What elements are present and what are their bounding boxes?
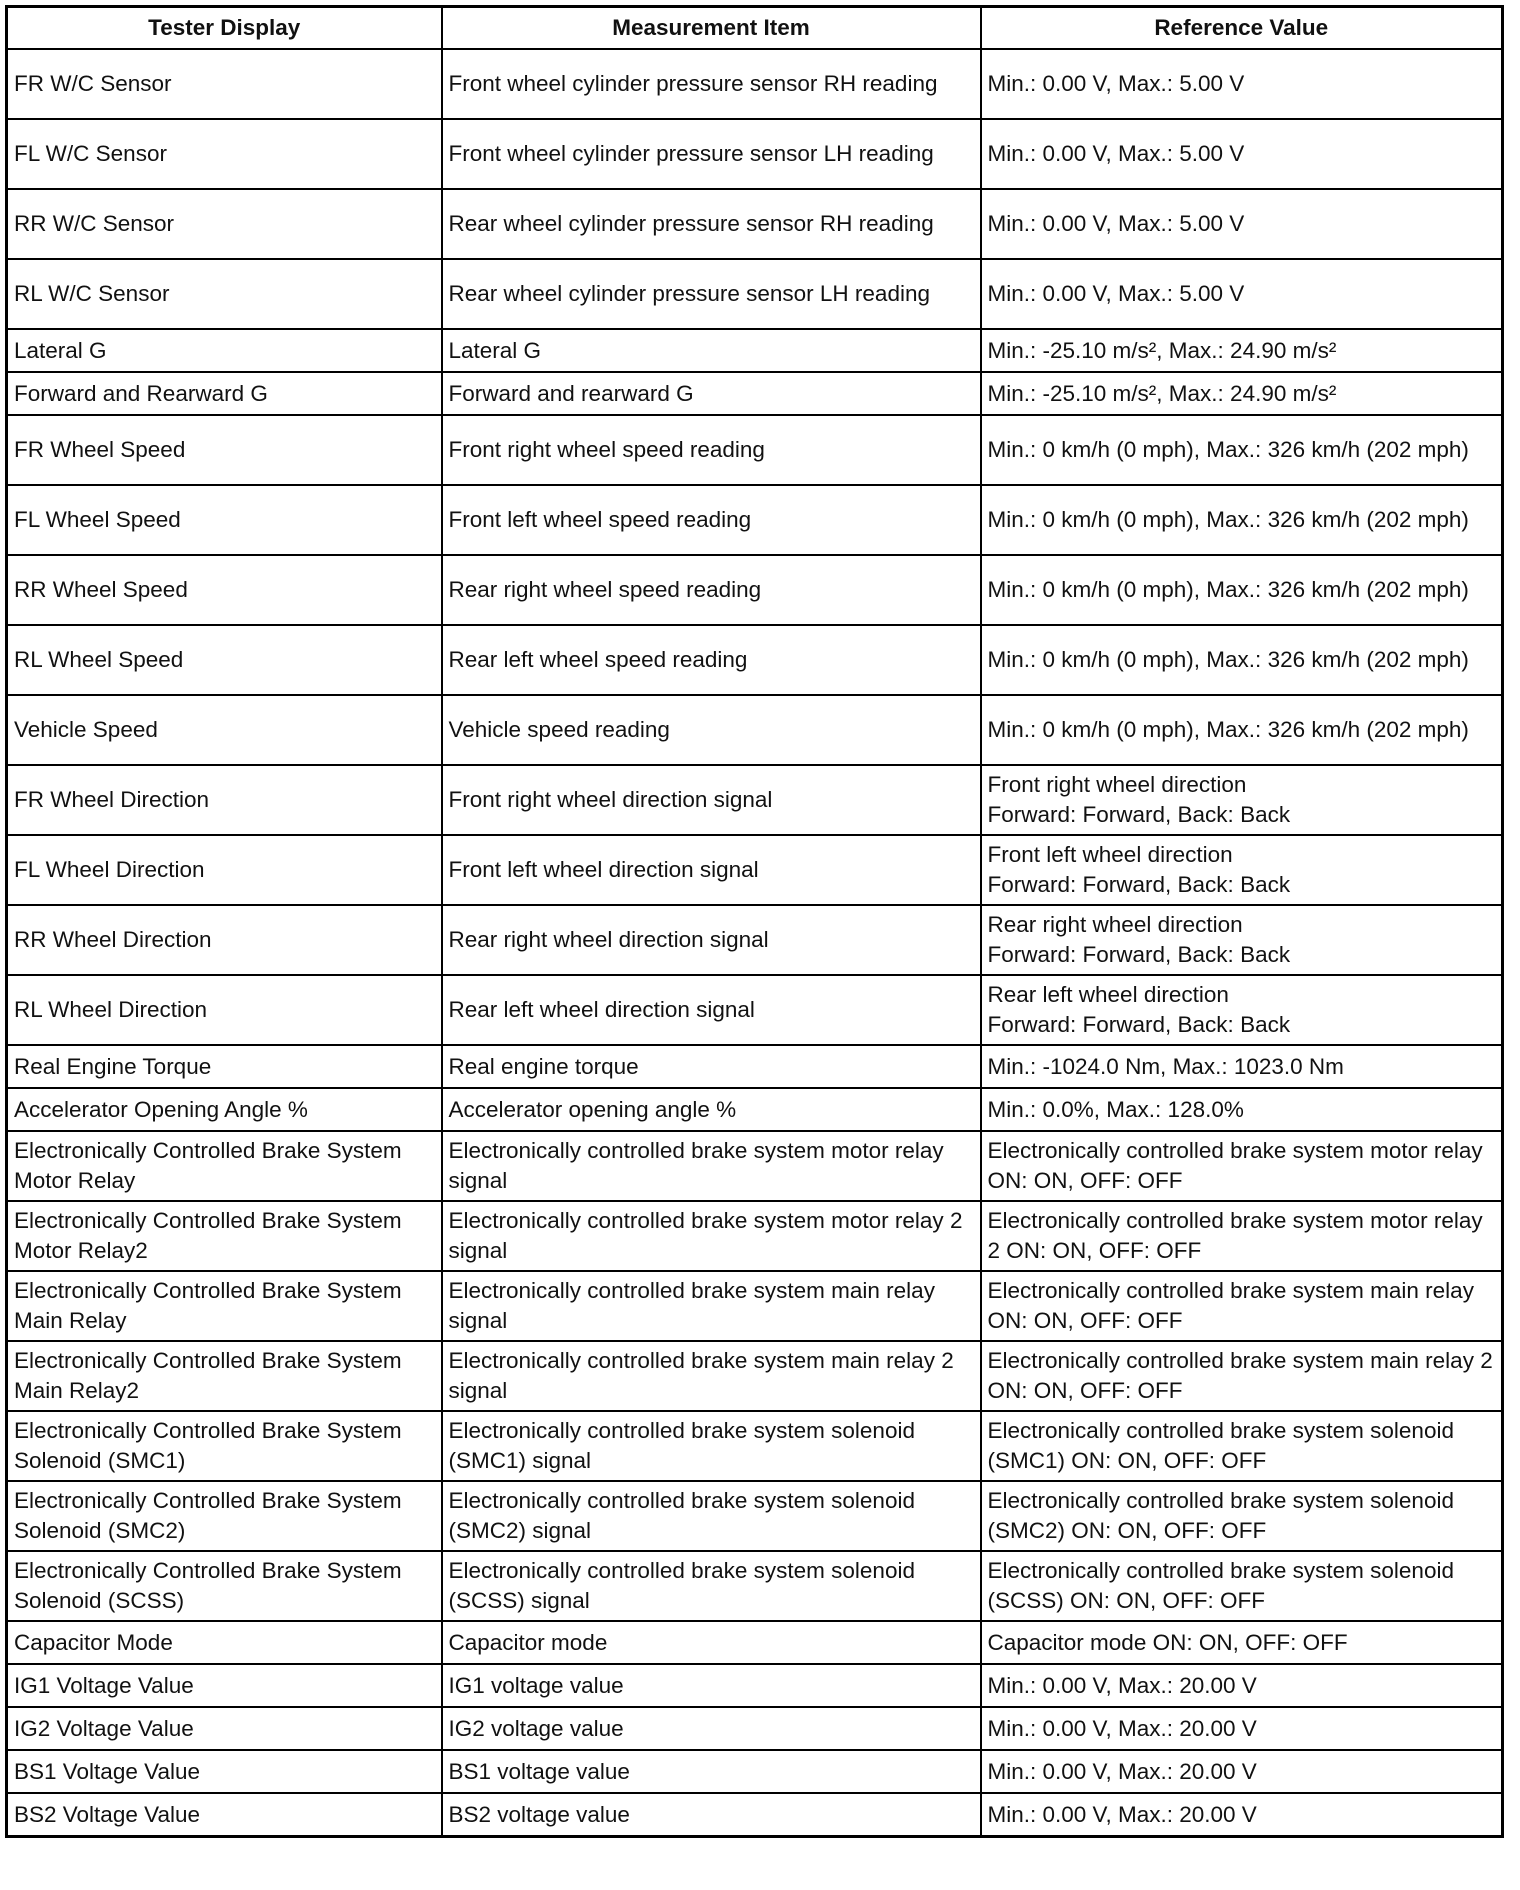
table-row xyxy=(7,1131,1503,1201)
table-row xyxy=(7,1045,1503,1088)
table-row xyxy=(7,119,1503,189)
reference-value-cell: Min.: 0.00 V, Max.: 5.00 V xyxy=(981,189,1503,259)
measurement-item-cell: Front left wheel speed reading xyxy=(442,485,981,555)
measurement-item-cell: Rear wheel cylinder pressure sensor RH reading xyxy=(442,189,981,259)
table-row xyxy=(7,1088,1503,1131)
reference-value-cell: Front right wheel direction Forward: Forward, Back: Back xyxy=(981,765,1503,835)
measurement-item-cell: Rear right wheel speed reading xyxy=(442,555,981,625)
tester-display-cell: FL Wheel Speed xyxy=(7,485,442,555)
table-row xyxy=(7,1664,1503,1707)
measurement-item-cell: Front right wheel speed reading xyxy=(442,415,981,485)
reference-value-cell: Min.: 0.00 V, Max.: 5.00 V xyxy=(981,49,1503,119)
table-row xyxy=(7,415,1503,485)
reference-value-cell: Electronically controlled brake system main relay 2 ON: ON, OFF: OFF xyxy=(981,1341,1503,1411)
reference-value-cell: Min.: 0.0%, Max.: 128.0% xyxy=(981,1088,1503,1131)
tester-display-cell: FR Wheel Direction xyxy=(7,765,442,835)
tester-display-cell: Real Engine Torque xyxy=(7,1045,442,1088)
reference-value-cell: Electronically controlled brake system solenoid (SCSS) ON: ON, OFF: OFF xyxy=(981,1551,1503,1621)
reference-value-cell: Min.: -25.10 m/s², Max.: 24.90 m/s² xyxy=(981,372,1503,415)
tester-display-cell: Vehicle Speed xyxy=(7,695,442,765)
table-row xyxy=(7,625,1503,695)
measurement-item-cell: Rear left wheel direction signal xyxy=(442,975,981,1045)
table-row xyxy=(7,189,1503,259)
measurement-item-cell: Electronically controlled brake system solenoid (SMC2) signal xyxy=(442,1481,981,1551)
tester-display-cell: RL W/C Sensor xyxy=(7,259,442,329)
measurement-item-cell: IG2 voltage value xyxy=(442,1707,981,1750)
table-row xyxy=(7,1201,1503,1271)
reference-value-cell: Electronically controlled brake system main relay ON: ON, OFF: OFF xyxy=(981,1271,1503,1341)
tester-display-cell: Electronically Controlled Brake System Solenoid (SMC2) xyxy=(7,1481,442,1551)
reference-value-cell: Capacitor mode ON: ON, OFF: OFF xyxy=(981,1621,1503,1664)
reference-value-cell: Min.: 0.00 V, Max.: 5.00 V xyxy=(981,119,1503,189)
reference-value-cell: Min.: 0 km/h (0 mph), Max.: 326 km/h (202 mph) xyxy=(981,485,1503,555)
tester-display-cell: Electronically Controlled Brake System Solenoid (SCSS) xyxy=(7,1551,442,1621)
table-row xyxy=(7,1793,1503,1837)
table-row xyxy=(7,1481,1503,1551)
tester-display-cell: Electronically Controlled Brake System Motor Relay xyxy=(7,1131,442,1201)
table-row xyxy=(7,1551,1503,1621)
reference-value-cell: Min.: 0.00 V, Max.: 20.00 V xyxy=(981,1664,1503,1707)
reference-value-cell: Electronically controlled brake system motor relay ON: ON, OFF: OFF xyxy=(981,1131,1503,1201)
measurement-item-cell: Electronically controlled brake system motor relay signal xyxy=(442,1131,981,1201)
table-row xyxy=(7,372,1503,415)
tester-display-cell: IG1 Voltage Value xyxy=(7,1664,442,1707)
reference-value-cell: Min.: 0 km/h (0 mph), Max.: 326 km/h (202 mph) xyxy=(981,555,1503,625)
tester-display-cell: Electronically Controlled Brake System Main Relay2 xyxy=(7,1341,442,1411)
measurement-item-cell: Forward and rearward G xyxy=(442,372,981,415)
tester-display-cell: FL Wheel Direction xyxy=(7,835,442,905)
header-tester-display: Tester Display xyxy=(7,7,442,50)
reference-value-cell: Electronically controlled brake system solenoid (SMC2) ON: ON, OFF: OFF xyxy=(981,1481,1503,1551)
table-row xyxy=(7,835,1503,905)
table-row xyxy=(7,1750,1503,1793)
tester-display-cell: Electronically Controlled Brake System Main Relay xyxy=(7,1271,442,1341)
tester-display-cell: Electronically Controlled Brake System Motor Relay2 xyxy=(7,1201,442,1271)
reference-value-cell: Electronically controlled brake system motor relay 2 ON: ON, OFF: OFF xyxy=(981,1201,1503,1271)
measurement-item-cell: Electronically controlled brake system main relay 2 signal xyxy=(442,1341,981,1411)
header-reference-value: Reference Value xyxy=(981,7,1503,50)
tester-display-cell: Forward and Rearward G xyxy=(7,372,442,415)
reference-value-cell: Min.: 0.00 V, Max.: 20.00 V xyxy=(981,1707,1503,1750)
table-row xyxy=(7,1411,1503,1481)
table-row xyxy=(7,329,1503,372)
table-row xyxy=(7,1707,1503,1750)
tester-display-cell: BS1 Voltage Value xyxy=(7,1750,442,1793)
measurement-item-cell: Lateral G xyxy=(442,329,981,372)
table-row xyxy=(7,1271,1503,1341)
tester-display-cell: RR Wheel Direction xyxy=(7,905,442,975)
measurement-item-cell: BS2 voltage value xyxy=(442,1793,981,1837)
measurement-item-cell: Rear wheel cylinder pressure sensor LH reading xyxy=(442,259,981,329)
reference-value-cell: Rear right wheel direction Forward: Forward, Back: Back xyxy=(981,905,1503,975)
measurement-item-cell: Accelerator opening angle % xyxy=(442,1088,981,1131)
measurement-item-cell: Front wheel cylinder pressure sensor LH reading xyxy=(442,119,981,189)
measurement-item-cell: Front left wheel direction signal xyxy=(442,835,981,905)
tester-display-cell: RR W/C Sensor xyxy=(7,189,442,259)
tester-display-cell: RL Wheel Speed xyxy=(7,625,442,695)
reference-value-cell: Min.: 0.00 V, Max.: 5.00 V xyxy=(981,259,1503,329)
measurement-item-cell: Electronically controlled brake system solenoid (SMC1) signal xyxy=(442,1411,981,1481)
table-row xyxy=(7,1621,1503,1664)
table-body xyxy=(7,49,1503,1837)
reference-value-cell: Min.: 0.00 V, Max.: 20.00 V xyxy=(981,1750,1503,1793)
tester-display-cell: Accelerator Opening Angle % xyxy=(7,1088,442,1131)
measurement-item-cell: Electronically controlled brake system main relay signal xyxy=(442,1271,981,1341)
measurement-item-cell: Rear right wheel direction signal xyxy=(442,905,981,975)
reference-value-cell: Min.: -1024.0 Nm, Max.: 1023.0 Nm xyxy=(981,1045,1503,1088)
reference-value-cell: Min.: 0 km/h (0 mph), Max.: 326 km/h (202 mph) xyxy=(981,695,1503,765)
measurement-item-cell: BS1 voltage value xyxy=(442,1750,981,1793)
measurement-item-cell: Electronically controlled brake system motor relay 2 signal xyxy=(442,1201,981,1271)
reference-value-cell: Rear left wheel direction Forward: Forward, Back: Back xyxy=(981,975,1503,1045)
tester-display-cell: Electronically Controlled Brake System Solenoid (SMC1) xyxy=(7,1411,442,1481)
tester-display-cell: Capacitor Mode xyxy=(7,1621,442,1664)
header-measurement-item: Measurement Item xyxy=(442,7,981,50)
tester-display-cell: FL W/C Sensor xyxy=(7,119,442,189)
table-row xyxy=(7,485,1503,555)
measurement-item-cell: Front wheel cylinder pressure sensor RH reading xyxy=(442,49,981,119)
table-row xyxy=(7,49,1503,119)
tester-display-cell: RL Wheel Direction xyxy=(7,975,442,1045)
measurement-item-cell: IG1 voltage value xyxy=(442,1664,981,1707)
tester-display-cell: BS2 Voltage Value xyxy=(7,1793,442,1837)
data-list-table xyxy=(5,5,1504,1838)
tester-display-cell: Lateral G xyxy=(7,329,442,372)
reference-value-cell: Min.: -25.10 m/s², Max.: 24.90 m/s² xyxy=(981,329,1503,372)
table-row xyxy=(7,765,1503,835)
table-row xyxy=(7,695,1503,765)
table-row xyxy=(7,1341,1503,1411)
reference-value-cell: Min.: 0 km/h (0 mph), Max.: 326 km/h (202 mph) xyxy=(981,415,1503,485)
tester-display-cell: FR Wheel Speed xyxy=(7,415,442,485)
tester-display-cell: IG2 Voltage Value xyxy=(7,1707,442,1750)
table-row xyxy=(7,555,1503,625)
table-row xyxy=(7,259,1503,329)
measurement-item-cell: Capacitor mode xyxy=(442,1621,981,1664)
measurement-item-cell: Vehicle speed reading xyxy=(442,695,981,765)
reference-value-cell: Electronically controlled brake system solenoid (SMC1) ON: ON, OFF: OFF xyxy=(981,1411,1503,1481)
measurement-item-cell: Front right wheel direction signal xyxy=(442,765,981,835)
tester-display-cell: FR W/C Sensor xyxy=(7,49,442,119)
reference-value-cell: Front left wheel direction Forward: Forward, Back: Back xyxy=(981,835,1503,905)
tester-display-cell: RR Wheel Speed xyxy=(7,555,442,625)
measurement-item-cell: Rear left wheel speed reading xyxy=(442,625,981,695)
measurement-item-cell: Real engine torque xyxy=(442,1045,981,1088)
header-row xyxy=(7,7,1503,50)
table-row xyxy=(7,975,1503,1045)
reference-value-cell: Min.: 0.00 V, Max.: 20.00 V xyxy=(981,1793,1503,1837)
reference-value-cell: Min.: 0 km/h (0 mph), Max.: 326 km/h (202 mph) xyxy=(981,625,1503,695)
measurement-item-cell: Electronically controlled brake system solenoid (SCSS) signal xyxy=(442,1551,981,1621)
table-row xyxy=(7,905,1503,975)
